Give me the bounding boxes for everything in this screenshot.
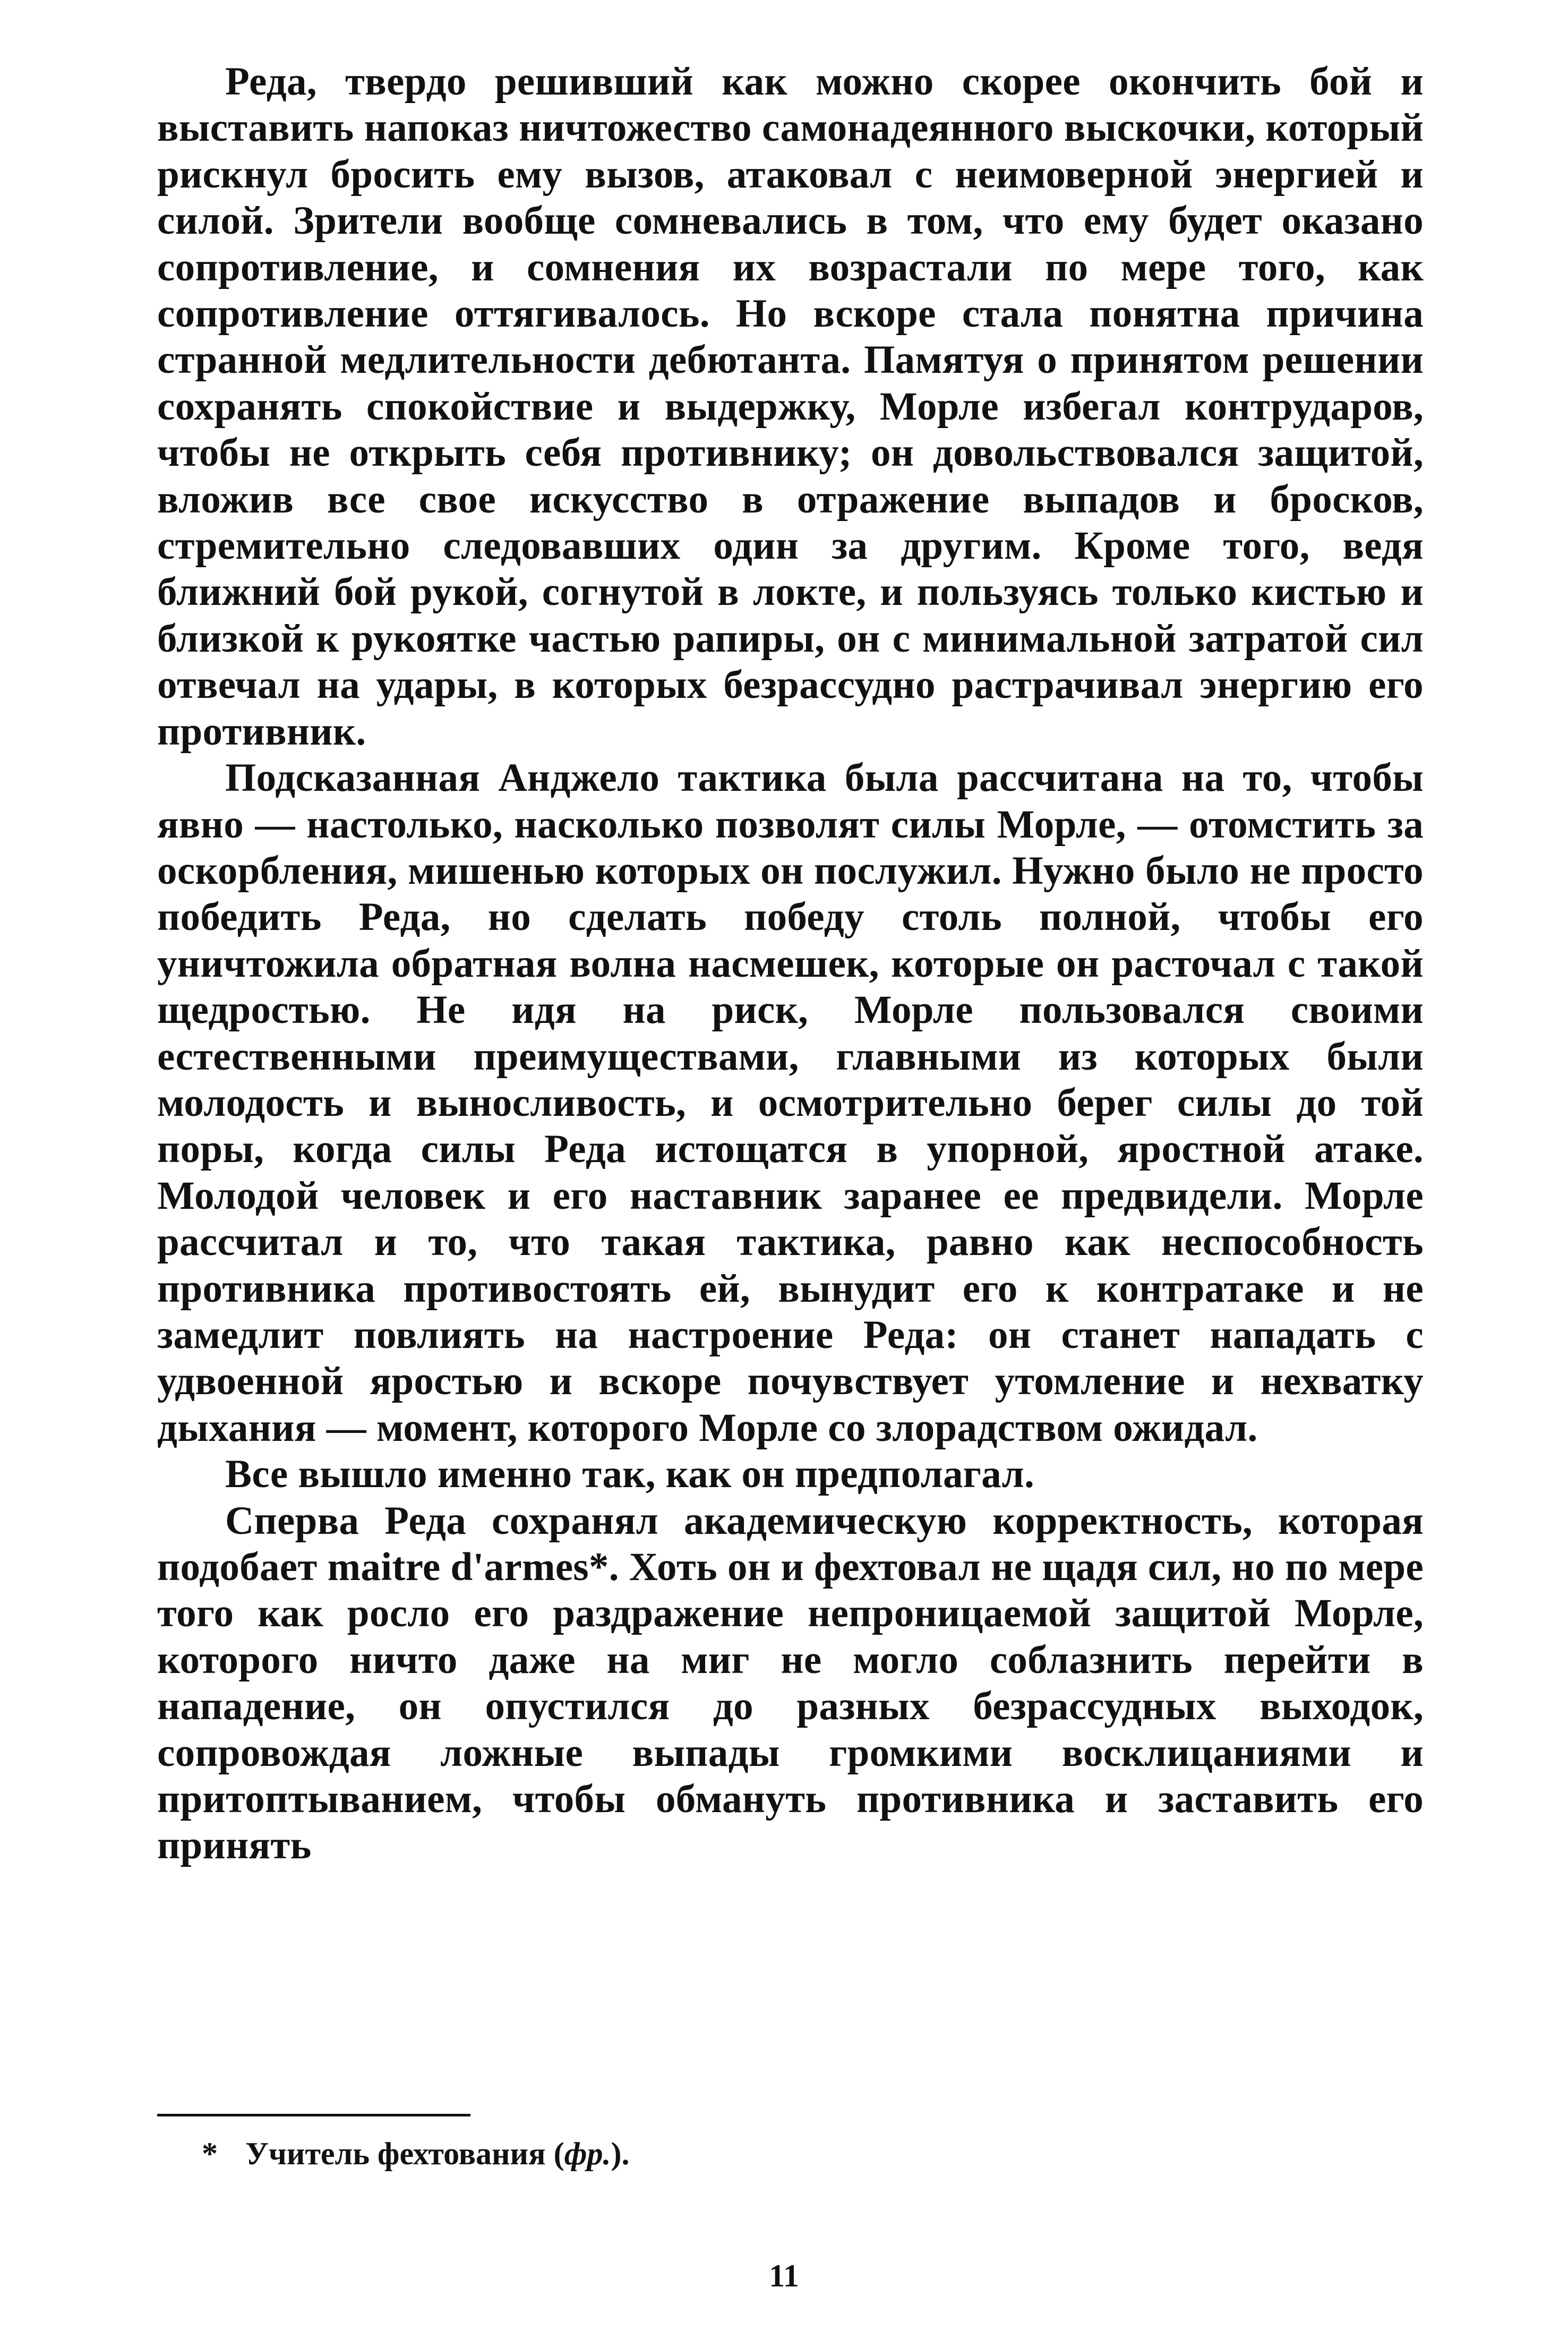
- footnote-mark: *: [202, 2136, 218, 2171]
- footnote-divider: [157, 2114, 470, 2116]
- footnote-abbreviation: фр.: [564, 2136, 611, 2171]
- paragraph-2: Подсказанная Анджело тактика была рассчитана на то, чтобы явно — настолько, насколько позволят силы Морле, — отомстить за оскорбления, мишенью которых он послужил. Нужно было не просто победить Реда, но сделать победу столь полной, чтобы его уничтожила обратная волна насмешек, которые он расточал с такой щедростью. Не идя на риск, Морле пользовался своими естественными преимуществами, главными из которых были молодость и выносливость, и осмотрительно берег силы до той поры, когда силы Реда истощатся в упорной, яростной атаке. Молодой человек и его наставник заранее ее предвидели. Морле рассчитал и то, что такая тактика, равно как неспособность противника противостоять ей, вынудит его к контратаке и не замедлит повлиять на настроение Реда: он станет нападать с удвоенной яростью и вскоре почувствует утомление и нехватку дыхания — момент, которого Морле со злорадством ожидал.: [157, 756, 1424, 1450]
- paragraph-1: Реда, твердо решивший как можно скорее окончить бой и выставить напоказ ничтожество самонадеянного выскочки, который рискнул бросить ему вызов, атаковал с неимоверной энергией и силой. Зрители вообще сомневались в том, что ему будет оказано сопротивление, и сомнения их возрастали по мере того, как сопротивление оттягивалось. Но вскоре стала понятна причина странной медлительности дебютанта. Памятуя о принятом решении сохранять спокойствие и выдержку, Морле избегал контрударов, чтобы не открыть себя противнику; он довольствовался защитой, вложив все свое искусство в отражение выпадов и бросков, стремительно следовавших один за другим. Кроме того, ведя ближний бой рукой, согнутой в локте, и пользуясь только кистью и близкой к рукоятке частью рапиры, он с минимальной затратой сил отвечал на удары, в которых безрассудно растрачивал энергию его противник.: [157, 59, 1424, 754]
- footnote: [202, 2135, 630, 2172]
- footnote-close: ).: [611, 2136, 630, 2171]
- page-body: [157, 58, 1424, 1869]
- footnote-text: Учитель фехтования (: [245, 2136, 564, 2171]
- paragraph-3: Все вышло именно так, как он предполагал.: [225, 1452, 1035, 1497]
- paragraph-4: Сперва Реда сохранял академическую корректность, которая подобает maitre d'armes*. Хоть он и фехтовал не щадя сил, но по мере того как росло его раздражение непроницаемой защитой Морле, которого ничто даже на миг не могло соблазнить перейти в нападение, он опустился до разных безрассудных выходок, сопровождая ложные выпады громкими восклицаниями и притоптыванием, чтобы обмануть противника и заставить его принять: [157, 1498, 1424, 1868]
- page-number: 11: [769, 2258, 799, 2293]
